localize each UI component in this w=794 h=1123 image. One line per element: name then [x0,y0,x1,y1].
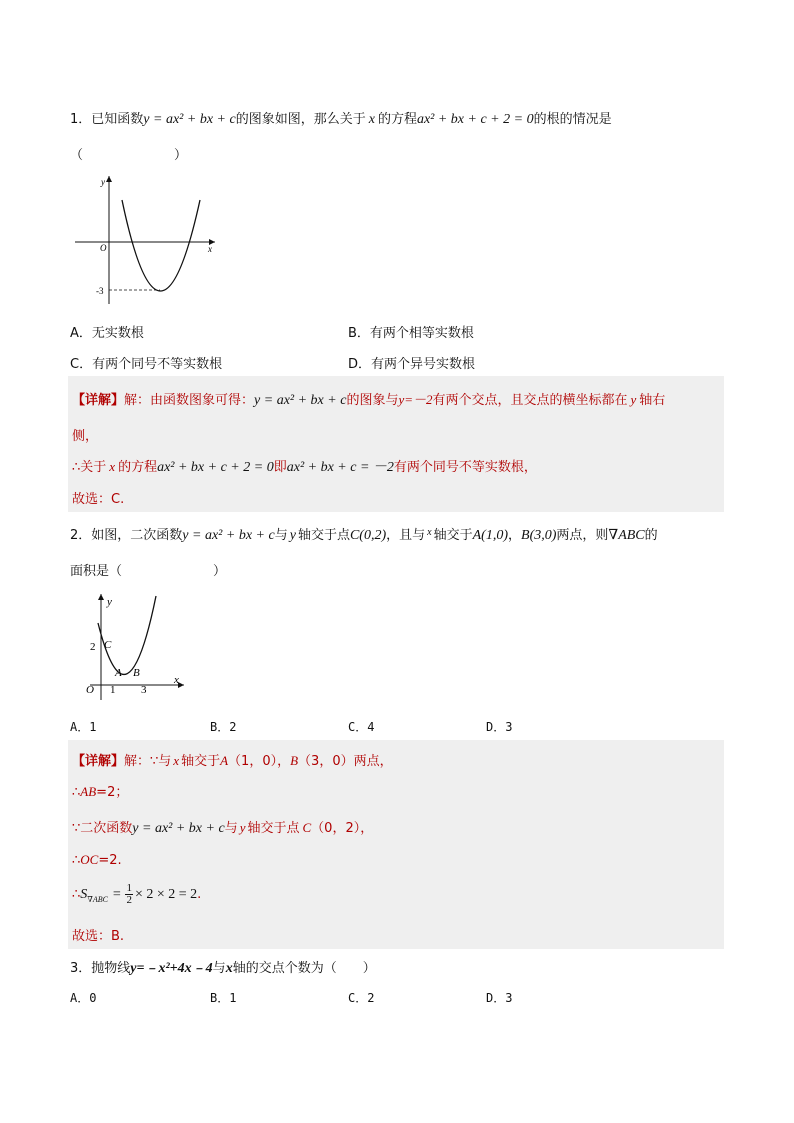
q3-option-d[interactable]: D．3 [486,991,513,1005]
q2-label-a: A [115,667,122,679]
q1-option-c[interactable]: C．有两个同号不等实数根 [70,357,223,372]
q1-min-label: -3 [96,286,104,296]
q2-stem-line2: 面积是（ ） [70,564,227,579]
q2-y-label: y [107,596,112,608]
q2-area-symbol: S [80,887,88,902]
q2-label-1: 1 [110,684,116,696]
q1-graph [70,172,220,307]
q1-y-label: y [101,177,105,187]
q1-origin-label: O [100,243,107,253]
q3-number: 3． [70,961,92,976]
q1-solution-line2: 侧， [72,429,99,444]
q2-option-d[interactable]: D．3 [486,720,513,734]
q1-parabola [122,200,200,291]
q2-solution-line6: 故选：B. [72,929,125,944]
q2-solution-line2: ∴AB=2； [72,784,129,800]
q2-solution-line1: 【详解】解：∵与 x 轴交于A（1，0），B（3，0）两点， [72,753,393,769]
q2-option-c[interactable]: C．4 [348,720,375,734]
q2-graph [80,590,190,702]
q1-solution-box [68,376,724,512]
q1-option-d[interactable]: D．有两个异号实数根 [348,357,476,372]
q2-label-c: C [104,639,112,651]
q1-y-axis-arrow [106,176,112,182]
q1-answer-paren: （ ） [70,148,188,163]
q1-option-b[interactable]: B．有两个相等实数根 [348,326,474,341]
q3-stem: 3．抛物线y=﹣x²+4x﹣4与x轴的交点个数为（ ） [70,961,376,976]
q1-solution-line1: 【详解】解：由函数图象可得：y = ax² + bx + c的图象与y=－2有两个交点，且交点的横坐标都在 y 轴右 [72,392,666,408]
q2-label-2: 2 [90,641,96,653]
q1-solution-line4: 故选：C. [72,492,125,507]
q2-solution-box [68,740,724,949]
q3-option-b[interactable]: B．1 [210,991,237,1005]
q2-label-b: B [133,667,140,679]
q2-option-a[interactable]: A．1 [70,720,97,734]
q1-solution-line3: ∴关于 x 的方程ax² + bx + c + 2 = 0即ax² + bx + c = －2有两个同号不等实数根， [72,459,537,475]
q2-number: 2． [70,528,92,543]
q2-solution-line4: ∴OC=2. [72,852,122,868]
q2-x-label: x [174,674,179,686]
q3-option-c[interactable]: C．2 [348,991,375,1005]
q3-option-a[interactable]: A．0 [70,991,97,1005]
q3-expression: y=﹣x²+4x﹣4 [130,961,213,976]
q1-option-a[interactable]: A．无实数根 [70,326,144,341]
q2-solution-line5: $\therefore S_{\nabla ABC}$ = $\frac{1}{2}$ × 2 × 2 = 2. [72,882,202,906]
q1-equation: ax² + bx + c + 2 = 0 [416,112,534,127]
q2-solution-tag: 【详解】 [72,754,125,769]
q2-stem: 2．如图，二次函数y = ax² + bx + c与 y 轴交于点C(0,2)，且与 $^x$ 轴交于A(1,0)，B(3,0)两点，则∇ABC的 [70,527,658,543]
q1-stem: 1．已知函数y = ax² + bx + c的图象如图，那么关于 x 的方程ax² + bx + c + 2 = 0的根的情况是 [70,112,612,127]
q1-solution-tag: 【详解】 [72,393,125,408]
q2-label-3: 3 [141,684,147,696]
q2-x-axis-arrow [178,682,184,688]
q2-solution-line3: ∵二次函数y = ax² + bx + c与 y 轴交于点 C（0，2）， [72,820,374,836]
q2-option-b[interactable]: B．2 [210,720,237,734]
q2-origin-label: O [86,684,94,696]
q2-y-axis-arrow [98,594,104,600]
q2-fraction-half: $\frac{1}{2}$ [126,882,132,906]
q1-number: 1． [70,112,92,127]
q1-x-label: x [208,244,212,254]
q1-function: y = ax² + bx + c [143,112,236,127]
